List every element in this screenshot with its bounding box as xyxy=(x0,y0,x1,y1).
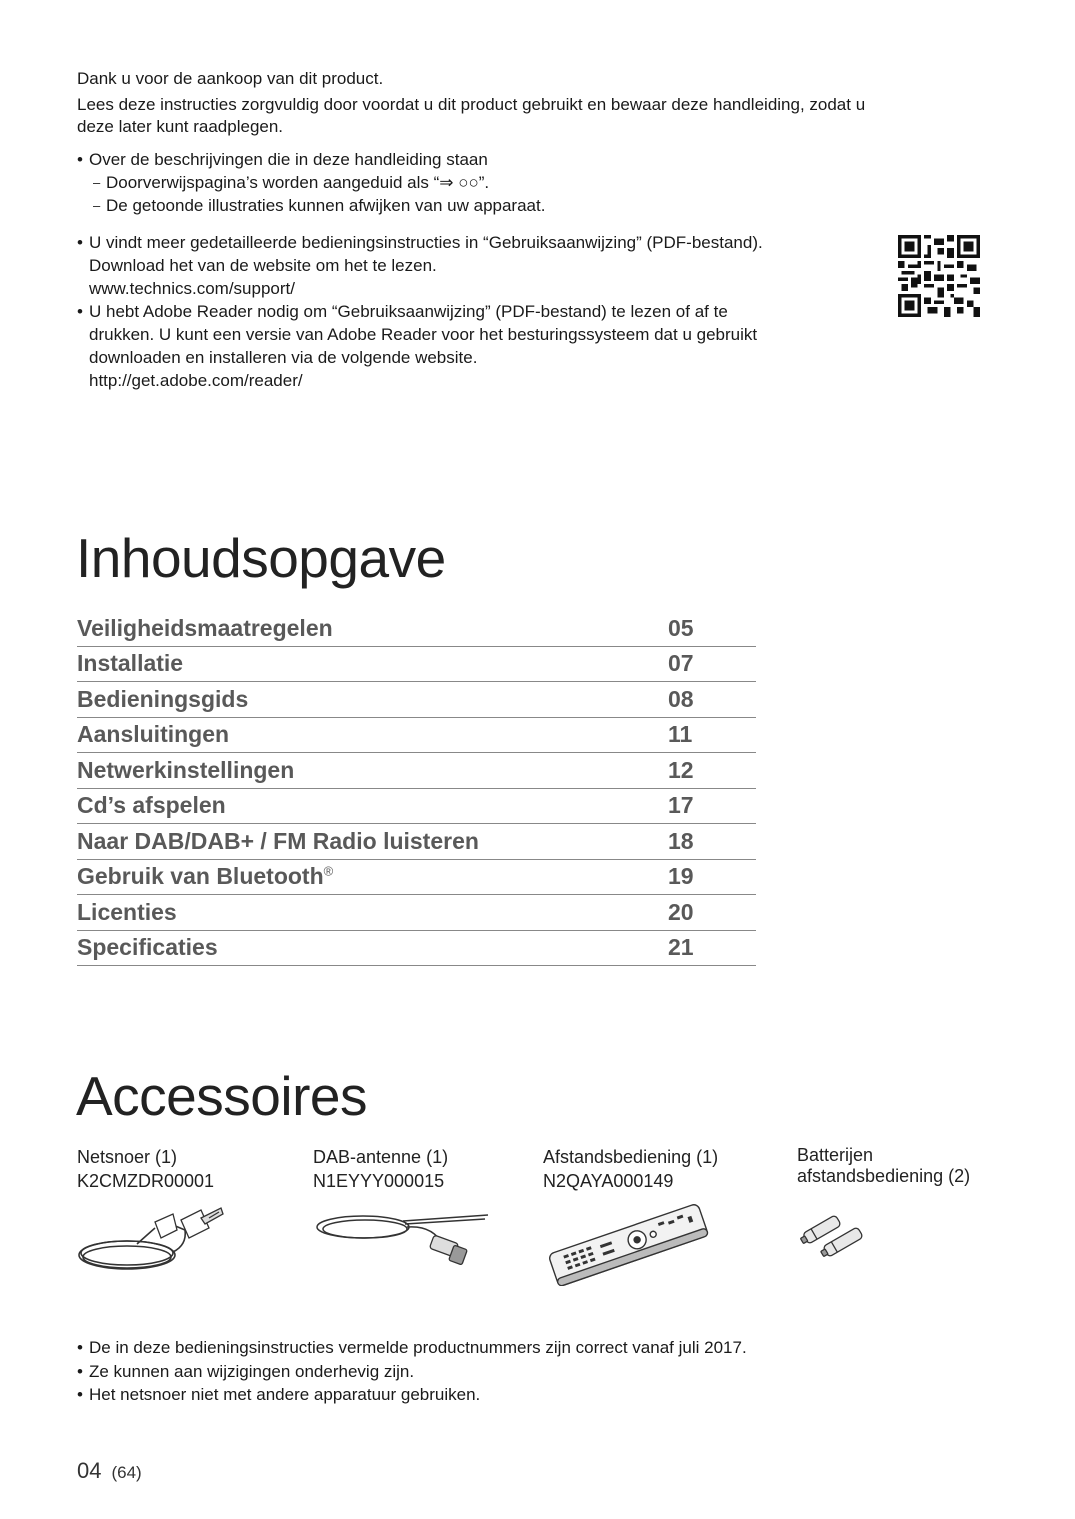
accessory-code: N2QAYA000149 xyxy=(543,1171,674,1191)
toc-row[interactable] xyxy=(77,718,756,754)
toc-entry-title: Aansluitingen xyxy=(77,721,230,748)
toc-entry-title: Cd’s afspelen xyxy=(77,792,226,819)
power-cord-icon xyxy=(77,1200,227,1280)
toc-row[interactable] xyxy=(77,860,756,896)
accessory-item xyxy=(543,1145,718,1193)
toc-row[interactable] xyxy=(77,895,756,931)
accessory-code: K2CMZDR00001 xyxy=(77,1171,215,1191)
toc-row[interactable] xyxy=(77,611,756,647)
notes xyxy=(77,1336,747,1407)
toc-row[interactable] xyxy=(77,789,756,825)
intro-line: Dank u voor de aankoop van dit product. xyxy=(77,69,384,88)
page-number-total: (64) xyxy=(111,1463,142,1482)
accessory-name: Afstandsbediening (1) xyxy=(543,1147,719,1167)
toc-entry-title: Naar DAB/DAB+ / FM Radio luisteren xyxy=(77,827,479,854)
accessory-code: afstandsbediening (2) xyxy=(797,1166,971,1186)
page-number-current: 04 xyxy=(77,1458,102,1483)
toc-entry-title: Veiligheidsmaatregelen xyxy=(77,614,333,641)
note-item: • Het netsnoer niet met andere apparatuur gebruiken. xyxy=(77,1383,747,1407)
page-number xyxy=(77,1458,142,1484)
accessory-code: N1EYYY000015 xyxy=(313,1171,445,1191)
table-of-contents xyxy=(77,611,756,966)
bullet-line: drukken. U kunt een versie van Adobe Reader voor het besturingssysteem dat u gebruikt xyxy=(89,325,758,344)
toc-entry-page: 05 xyxy=(668,614,694,641)
toc-row[interactable] xyxy=(77,647,756,683)
bullet-line: Download het van de website om het te lezen. xyxy=(89,256,437,275)
accessory-name: DAB-antenne (1) xyxy=(313,1147,449,1167)
toc-entry-page: 18 xyxy=(668,827,694,854)
bullet-line: downloaden en installeren via de volgende website. xyxy=(89,348,478,367)
toc-entry-title: Bedieningsgids xyxy=(77,685,249,712)
accessory-item xyxy=(313,1145,448,1193)
toc-entry-page: 11 xyxy=(668,721,693,748)
bullet-item: • U vindt meer gedetailleerde bedieningsinstructies in “Gebruiksaanwijzing” (PDF-bestand). xyxy=(77,231,1007,254)
toc-row[interactable] xyxy=(77,931,756,967)
toc-title: Inhoudsopgave xyxy=(76,527,446,589)
accessory-name: Netsnoer (1) xyxy=(77,1147,178,1167)
registered-mark: ® xyxy=(323,863,334,879)
dab-antenna-icon xyxy=(313,1205,493,1275)
toc-entry-page: 07 xyxy=(668,650,694,677)
qr-code-icon xyxy=(898,235,980,317)
accessories-title: Accessoires xyxy=(76,1065,367,1127)
remote-control-icon xyxy=(543,1202,713,1286)
toc-entry-title: Licenties xyxy=(77,898,177,925)
accessory-item xyxy=(77,1145,214,1193)
toc-entry-page: 21 xyxy=(668,934,694,961)
toc-entry-title xyxy=(77,863,668,890)
toc-entry-title: Netwerkinstellingen xyxy=(77,756,295,783)
intro-bullets xyxy=(77,148,1007,392)
intro-line: Lees deze instructies zorgvuldig door voordat u dit product gebruikt en bewaar deze handleiding, zodat u xyxy=(77,95,866,114)
accessory-item xyxy=(797,1145,970,1187)
toc-entry-page: 17 xyxy=(668,792,694,819)
intro-line: deze later kunt raadplegen. xyxy=(77,117,284,136)
bullet-item: • U hebt Adobe Reader nodig om “Gebruiksaanwijzing” (PDF-bestand) te lezen of af te xyxy=(77,300,1007,323)
batteries-icon xyxy=(797,1212,877,1260)
toc-entry-title: Installatie xyxy=(77,650,184,677)
toc-entry-page: 20 xyxy=(668,898,694,925)
toc-entry-page: 08 xyxy=(668,685,694,712)
toc-entry-title: Specificaties xyxy=(77,934,218,961)
accessory-name: Batterijen xyxy=(797,1145,874,1165)
toc-entry-page: 19 xyxy=(668,863,694,890)
bullet-item: • Over de beschrijvingen die in deze handleiding staan xyxy=(77,148,1007,171)
toc-row[interactable] xyxy=(77,824,756,860)
toc-entry-title-text: Gebruik van Bluetooth xyxy=(77,863,324,890)
toc-row[interactable] xyxy=(77,682,756,718)
note-item: • De in deze bedieningsinstructies vermelde productnummers zijn correct vanaf juli 2017. xyxy=(77,1336,747,1360)
dash-item: – De getoonde illustraties kunnen afwijken van uw apparaat. xyxy=(77,194,1007,217)
note-item: • Ze kunnen aan wijzigingen onderhevig zijn. xyxy=(77,1360,747,1384)
toc-entry-page: 12 xyxy=(668,756,694,783)
support-link[interactable]: www.technics.com/support/ xyxy=(89,279,295,298)
intro-text xyxy=(77,68,997,138)
dash-item: – Doorverwijspagina’s worden aangeduid als “⇒ ○○”. xyxy=(77,171,1007,194)
toc-row[interactable] xyxy=(77,753,756,789)
adobe-link[interactable]: http://get.adobe.com/reader/ xyxy=(89,371,303,390)
